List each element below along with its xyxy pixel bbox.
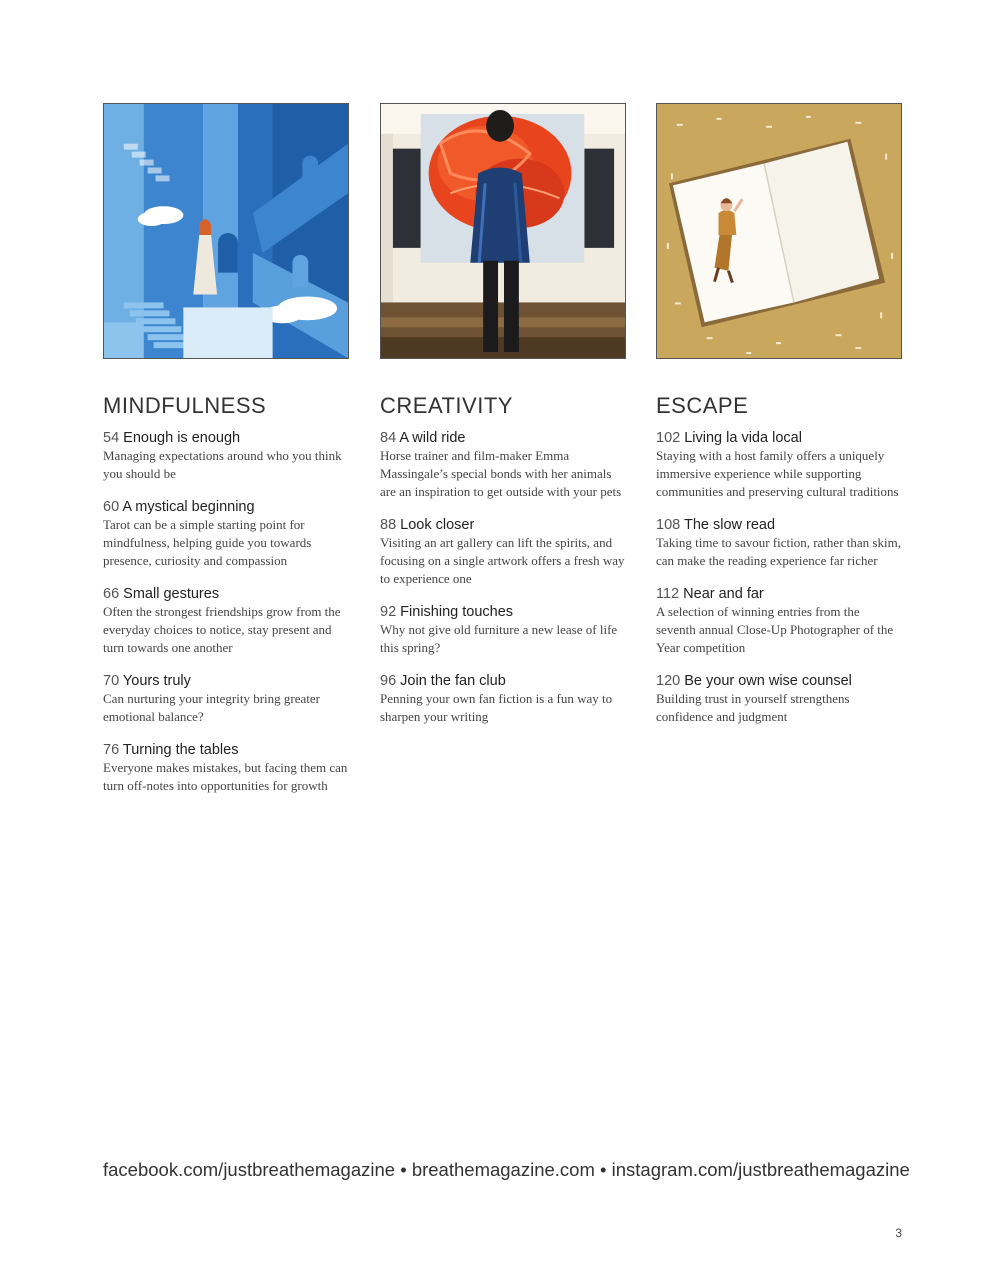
entry-description: Building trust in yourself strengthens confidence and judgment (656, 691, 850, 724)
open-book-illustration (656, 103, 902, 359)
gallery-painting-illustration (380, 103, 626, 359)
entry-description: Why not give old furniture a new lease of life this spring? (380, 622, 618, 655)
entry-title: Join the fan club (400, 673, 506, 689)
toc-entry[interactable] (656, 429, 902, 501)
section-title: MINDFULNESS (103, 393, 267, 418)
entry-title: Yours truly (122, 673, 191, 689)
entry-title: A mystical beginning (122, 499, 255, 515)
toc-entry[interactable] (656, 516, 902, 570)
entry-title: Near and far (683, 586, 764, 602)
page-number: 66 (103, 586, 120, 602)
page-number: 54 (103, 430, 120, 446)
page-number: 120 (656, 673, 681, 689)
toc-entry[interactable] (103, 741, 349, 795)
footer-social-links[interactable]: facebook.com/justbreathemagazine • breathemagazine.com • instagram.com/justbreathemagazine (103, 1159, 910, 1180)
page-number: 96 (380, 673, 397, 689)
entry-title: Living la vida local (684, 430, 802, 446)
page-number: 88 (380, 517, 397, 533)
entry-description: Can nurturing your integrity bring greater emotional balance? (103, 691, 320, 724)
toc-entry[interactable] (380, 516, 626, 588)
column-escape (656, 103, 902, 741)
page-number: 102 (656, 430, 681, 446)
entry-description: A selection of winning entries from the seventh annual Close-Up Photographer of the Year competition (656, 604, 894, 655)
toc-entry[interactable] (103, 429, 349, 483)
toc-entry[interactable] (656, 585, 902, 657)
entry-description: Visiting an art gallery can lift the spirits, and focusing on a single artwork offers a fresh way to experience one (380, 535, 625, 586)
page-number: 76 (103, 742, 120, 758)
entry-title: Be your own wise counsel (684, 673, 852, 689)
toc-entry[interactable] (380, 603, 626, 657)
page-number: 70 (103, 673, 120, 689)
toc-entry[interactable] (656, 672, 902, 726)
entry-description: Taking time to savour fiction, rather than skim, can make the reading experience far richer (656, 535, 901, 568)
toc-entry[interactable] (380, 429, 626, 501)
entry-description: Often the strongest friendships grow from the everyday choices to notice, stay present and turn towards one another (103, 604, 341, 655)
entry-description: Tarot can be a simple starting point for mindfulness, helping guide you towards presence, curiosity and compassion (103, 517, 312, 568)
entry-title: Enough is enough (123, 430, 241, 446)
entry-description: Managing expectations around who you think you should be (103, 448, 342, 481)
entry-title: The slow read (683, 517, 776, 533)
toc-entry[interactable] (103, 498, 349, 570)
entry-description: Staying with a host family offers a uniquely immersive experience while supporting communities and preserving cultural traditions (656, 448, 899, 499)
entry-description: Penning your own fan fiction is a fun way to sharpen your writing (380, 691, 613, 724)
entry-title: A wild ride (399, 430, 466, 446)
entry-title: Finishing touches (400, 604, 514, 620)
entry-description: Everyone makes mistakes, but facing them can turn off-notes into opportunities for growth (103, 760, 348, 793)
toc-entry[interactable] (380, 672, 626, 726)
entry-title: Look closer (400, 517, 475, 533)
page-number-folio: 3 (895, 1226, 902, 1240)
entry-description: Horse trainer and film-maker Emma Massingale’s special bonds with her animals are an inspiration to get outside with your pets (380, 448, 622, 499)
page-number: 112 (656, 586, 680, 602)
entry-title: Small gestures (123, 586, 220, 602)
page-number: 108 (656, 517, 681, 533)
section-title: ESCAPE (656, 393, 749, 418)
page-number: 92 (380, 604, 397, 620)
toc-entry[interactable] (103, 585, 349, 657)
section-title: CREATIVITY (380, 393, 513, 418)
staircase-architecture-illustration (103, 103, 349, 359)
page-number: 84 (380, 430, 397, 446)
toc-entry[interactable] (103, 672, 349, 726)
page-number: 60 (103, 499, 120, 515)
column-creativity (380, 103, 626, 741)
column-mindfulness (103, 103, 349, 810)
entry-title: Turning the tables (122, 742, 239, 758)
